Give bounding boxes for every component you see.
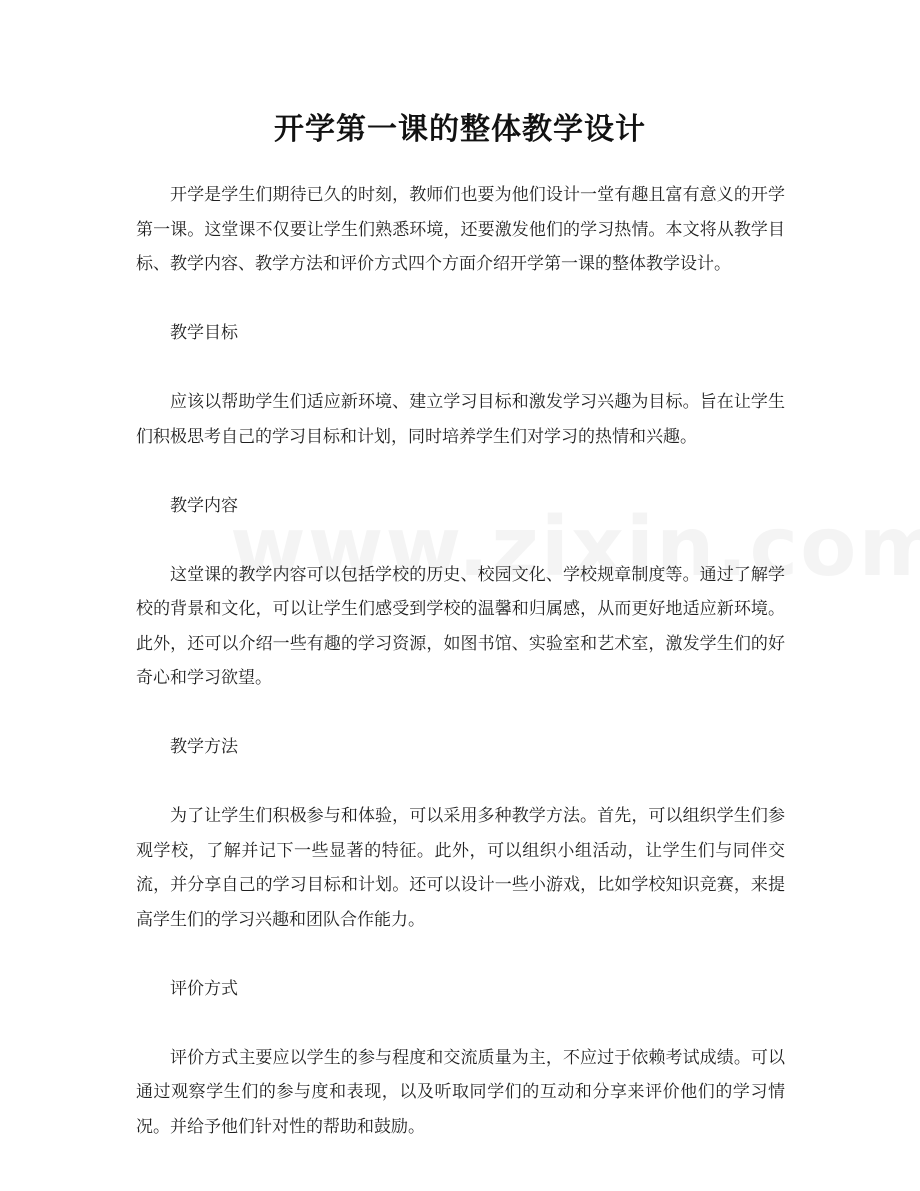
- document-body: [136, 178, 785, 1144]
- intro-paragraph: 开学是学生们期待已久的时刻，教师们也要为他们设计一堂有趣且富有意义的开学第一课。这堂课不仅要让学生们熟悉环境，还要激发他们的学习热情。本文将从教学目标、教学内容、教学方法和评价方式四个方面介绍开学第一课的整体教学设计。: [136, 185, 785, 274]
- section-body-methods: 为了让学生们积极参与和体验，可以采用多种教学方法。首先，可以组织学生们参观学校，了解并记下一些显著的特征。此外，可以组织小组活动，让学生们与同伴交流，并分享自己的学习目标和计划。还可以设计一些小游戏，比如学校知识竞赛，来提高学生们的学习兴趣和团队合作能力。: [136, 806, 785, 930]
- section-heading-content: 教学内容: [170, 495, 238, 516]
- section-heading-methods: 教学方法: [170, 737, 238, 757]
- section-heading-goals: 教学目标: [170, 323, 238, 343]
- document-title: 开学第一课的整体教学设计: [274, 112, 646, 147]
- section-body-goals: 应该以帮助学生们适应新环境、建立学习目标和激发学习兴趣为目标。旨在让学生们积极思考自己的学习目标和计划，同时培养学生们对学习的热情和兴趣。: [136, 392, 785, 447]
- section-body-evaluation: 评价方式主要应以学生的参与程度和交流质量为主，不应过于依赖考试成绩。可以通过观察学生们的参与度和表现，以及听取同学们的互动和分享来评价他们的学习情况。并给予他们针对性的帮助和鼓励。: [136, 1047, 785, 1137]
- section-body-content: 这堂课的教学内容可以包括学校的历史、校园文化、学校规章制度等。通过了解学校的背景和文化，可以让学生们感受到学校的温馨和归属感，从而更好地适应新环境。此外，还可以介绍一些有趣的学习资源，如图书馆、实验室和艺术室，激发学生们的好奇心和学习欲望。: [136, 564, 785, 688]
- section-heading-evaluation: 评价方式: [170, 978, 238, 999]
